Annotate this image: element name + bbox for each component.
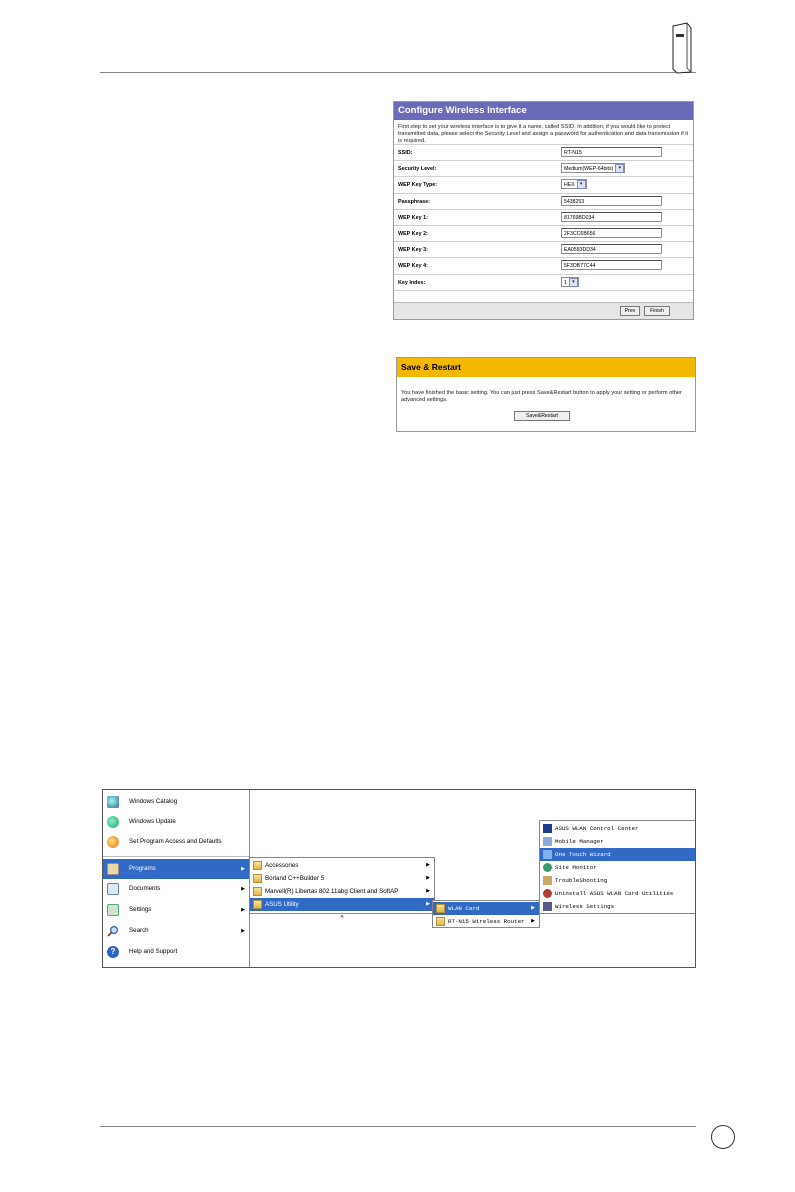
documents-icon (107, 883, 119, 895)
header-rule (100, 72, 696, 73)
folder-icon (436, 904, 445, 913)
submenu-item-site-monitor[interactable]: Site Monitor (540, 861, 696, 874)
menu-item-windows-catalog[interactable]: Windows Catalog (103, 792, 249, 812)
start-menu-screenshot (102, 789, 696, 968)
save-restart-button[interactable]: Save&Restart (514, 411, 570, 421)
save-restart-panel (396, 357, 696, 432)
key-index-label: Key Index: (398, 279, 426, 286)
menu-item-windows-update[interactable]: Windows Update (103, 812, 249, 832)
chevron-right-icon: ▶ (241, 907, 245, 913)
wizard-icon (543, 850, 552, 859)
chevron-right-icon: ▶ (426, 901, 430, 907)
folder-icon (253, 874, 262, 883)
wep-key-type-select[interactable]: HEX ▾ (561, 179, 587, 189)
panel-description: First step to set your wireless interface is to give it a name, called SSID. In addition, if you would like to protect transmitted data, please select the Security Level and assign a password for authentication and data transmission if it is required. (398, 124, 689, 144)
wep-key-1-label: WEP Key 1: (398, 214, 428, 221)
chevron-right-icon: ▶ (426, 888, 430, 894)
submenu-item-wlan-card[interactable]: WLAN Card ▶ (433, 902, 539, 915)
wep-key-4-input[interactable]: 5F3DB77C44 (561, 260, 662, 270)
folder-icon (253, 887, 262, 896)
ssid-row (394, 144, 693, 160)
submenu-item-rt-n15[interactable]: RT-N15 Wireless Router ▶ (433, 915, 539, 928)
site-monitor-icon (543, 863, 552, 872)
control-center-icon (543, 824, 552, 833)
programs-submenu (249, 857, 435, 914)
submenu-item-borland[interactable]: Borland C++Builder 5 ▶ (250, 872, 434, 885)
submenu-item-marvell[interactable]: Marvell(R) Libertas 802.11abg Client and SoftAP ▶ (250, 885, 434, 898)
ssid-label: SSID: (398, 150, 413, 156)
menu-item-programs[interactable]: Programs ▶ (103, 859, 249, 879)
passphrase-input[interactable]: 5438253 (561, 196, 662, 206)
chevron-down-icon: ▾ (577, 180, 586, 189)
footer-rule (100, 1126, 696, 1127)
wep-key-1-row (394, 209, 693, 225)
security-level-row (394, 160, 693, 176)
router-icon (669, 22, 693, 74)
prev-button[interactable]: Prev (620, 306, 640, 316)
folder-icon (436, 917, 445, 926)
wep-key-4-row (394, 257, 693, 273)
troubleshooting-icon (543, 876, 552, 885)
submenu-item-control-center[interactable]: ASUS WLAN Control Center (540, 822, 696, 835)
save-panel-description: You have finished the basic setting. You can just press Save&Restart button to apply your setting or perform other advanced settings. (401, 390, 682, 403)
save-panel-title: Save & Restart (397, 358, 695, 377)
wep-key-3-row (394, 241, 693, 257)
program-access-icon (107, 836, 119, 848)
security-level-label: Security Level: (398, 166, 437, 173)
wep-key-3-label: WEP Key 3: (398, 247, 428, 254)
panel-title: Configure Wireless Interface (394, 102, 693, 120)
menu-item-settings[interactable]: Settings ▶ (103, 900, 249, 920)
submenu-item-one-touch-wizard[interactable]: One Touch Wizard (540, 848, 696, 861)
submenu-item-wireless-settings[interactable]: Wireless Settings (540, 900, 696, 913)
menu-item-documents[interactable]: Documents ▶ (103, 879, 249, 899)
menu-separator (103, 856, 249, 857)
asus-utility-submenu (432, 900, 540, 928)
finish-button[interactable]: Finish (644, 306, 670, 316)
menu-item-program-access[interactable]: Set Program Access and Defaults (103, 832, 249, 852)
wlan-card-submenu (539, 820, 696, 914)
menu-item-search[interactable]: Search ▶ (103, 921, 249, 941)
configure-wireless-panel (393, 101, 694, 320)
wep-key-2-input[interactable]: 2F3CC6B656 (561, 228, 662, 238)
chevron-right-icon: ▶ (531, 918, 535, 924)
chevron-right-icon: ▶ (531, 905, 535, 911)
windows-catalog-icon (107, 796, 119, 808)
chevron-right-icon: ▶ (241, 866, 245, 872)
security-level-select[interactable]: Medium(WEP-64bits) ▾ (561, 163, 625, 173)
folder-icon (253, 900, 262, 909)
chevron-down-icon: ▾ (615, 164, 624, 173)
key-index-select[interactable]: 1 ▾ (561, 277, 579, 287)
menu-item-help[interactable]: ? Help and Support (103, 942, 249, 962)
folder-icon (253, 861, 262, 870)
mobile-manager-icon (543, 837, 552, 846)
submenu-item-troubleshooting[interactable]: TroubleShooting (540, 874, 696, 887)
search-icon (107, 925, 119, 937)
submenu-item-asus-utility[interactable]: ASUS Utility ▶ (250, 898, 434, 911)
ssid-input[interactable]: RT-N15 (561, 147, 662, 157)
chevron-right-icon: ▶ (426, 875, 430, 881)
help-icon: ? (107, 946, 119, 958)
wep-key-type-row (394, 176, 693, 192)
divider (394, 290, 693, 301)
settings-icon (107, 904, 119, 916)
start-menu-left-pane (103, 790, 250, 967)
page-number-circle (711, 1125, 735, 1149)
key-index-row (394, 274, 693, 290)
wireless-settings-icon (543, 902, 552, 911)
submenu-item-uninstall[interactable]: Uninstall ASUS WLAN Card Utilities (540, 887, 696, 900)
button-bar (394, 302, 693, 319)
more-items-chevron[interactable]: » (340, 914, 344, 920)
wep-key-2-label: WEP Key 2: (398, 230, 428, 237)
wep-key-type-label: WEP Key Type: (398, 182, 438, 189)
chevron-right-icon: ▶ (241, 886, 245, 892)
chevron-right-icon: ▶ (426, 862, 430, 868)
passphrase-label: Passphrase: (398, 198, 431, 205)
wep-key-2-row (394, 225, 693, 241)
chevron-down-icon: ▾ (569, 278, 578, 287)
passphrase-row (394, 193, 693, 209)
windows-update-icon (107, 816, 119, 828)
uninstall-icon (543, 889, 552, 898)
programs-icon (107, 863, 119, 875)
wep-key-3-input[interactable]: EA0583DD34 (561, 244, 662, 254)
chevron-right-icon: ▶ (241, 928, 245, 934)
submenu-item-mobile-manager[interactable]: Mobile Manager (540, 835, 696, 848)
wep-key-1-input[interactable]: 81769BD034 (561, 212, 662, 222)
wep-key-4-label: WEP Key 4: (398, 263, 428, 270)
submenu-item-accessories[interactable]: Accessories ▶ (250, 859, 434, 872)
